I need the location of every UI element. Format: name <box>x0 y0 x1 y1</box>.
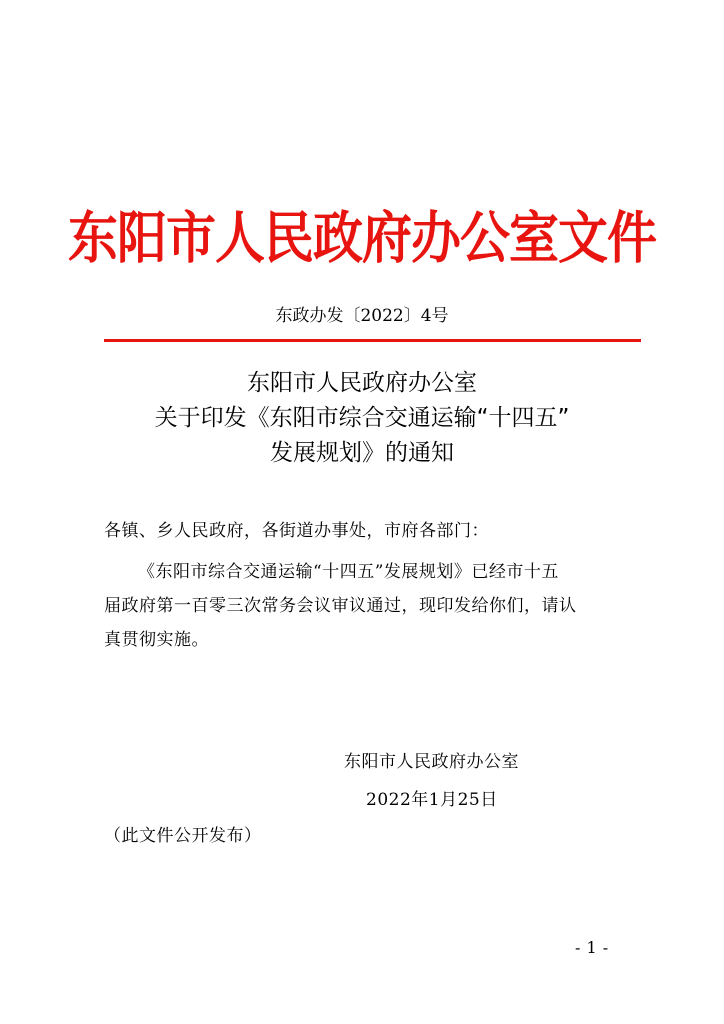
issuer-signature: 东阳市人民政府办公室 <box>344 752 519 772</box>
paragraph-line: 真贯彻实施。 <box>104 630 209 650</box>
page-number: - 1 - <box>575 938 609 957</box>
issue-date: 2022年1月25日 <box>366 790 498 810</box>
masthead-title: 东阳市人民政府办公室文件 <box>68 206 656 272</box>
title-line-1: 东阳市人民政府办公室 <box>247 370 477 396</box>
document-number: 东政办发〔2022〕4号 <box>275 306 449 326</box>
title-line-3: 发展规划》的通知 <box>270 440 454 466</box>
salutation: 各镇、乡人民政府，各街道办事处，市府各部门： <box>104 521 489 541</box>
notice-title <box>0 366 724 471</box>
title-line-2: 关于印发《东阳市综合交通运输“十四五” <box>154 405 570 431</box>
paragraph-line: 届政府第一百零三次常务会议审议通过，现印发给你们，请认 <box>104 596 577 616</box>
body-paragraph <box>104 555 624 657</box>
red-divider-line <box>104 339 641 342</box>
disclosure-note: （此文件公开发布） <box>104 826 262 846</box>
paragraph-line: 《东阳市综合交通运输“十四五”发展规划》已经市十五 <box>138 562 559 582</box>
